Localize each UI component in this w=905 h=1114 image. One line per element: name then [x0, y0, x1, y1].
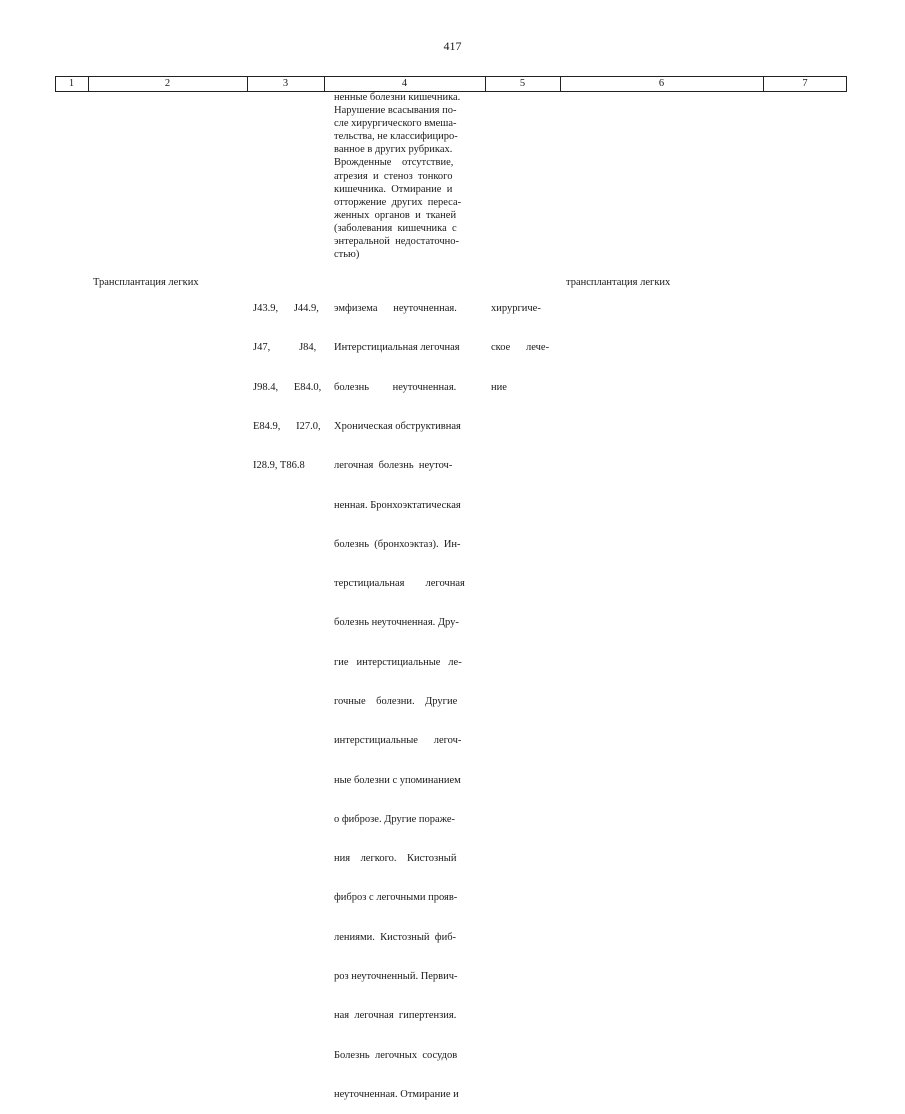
text-line: энтеральной недостаточно- [334, 236, 459, 248]
text-line: легочная болезнь неуточ- [334, 460, 453, 472]
text-line: J47, J84, [253, 342, 317, 354]
text-line: неуточненная. Отмирание и [334, 1088, 459, 1100]
text-line: ванное в других рубриках. [334, 144, 453, 156]
continuation-col4 [334, 91, 479, 261]
text-line: I28.9, T86.8 [253, 460, 305, 472]
text-line: терстициальная легочная [334, 578, 465, 590]
text-line: хирургиче- [491, 303, 541, 315]
text-line: эмфизема неуточненная. [334, 303, 457, 315]
text-line: о фиброзе. Другие пораже- [334, 813, 455, 825]
column-header-7: 7 [802, 78, 808, 89]
text-line: кишечника. Отмирание и [334, 183, 453, 195]
row-col5-treatment-type [491, 276, 561, 407]
text-line: ненные болезни кишечника. [334, 92, 461, 103]
text-line: Врожденные отсутствие, [334, 157, 454, 169]
text-line: стью) [334, 249, 360, 261]
page-number: 417 [443, 39, 462, 53]
text-line: фиброз с легочными прояв- [334, 892, 458, 904]
text-line: ское лече- [491, 342, 550, 354]
row-col2-procedure: Трансплантация легких [93, 277, 199, 288]
text-line: Нарушение всасывания по- [334, 105, 457, 117]
table-border [846, 77, 847, 91]
column-header-6: 6 [658, 78, 665, 89]
text-line: тельства, не классифициро- [334, 131, 458, 143]
text-line: сле хирургического вмеша- [334, 118, 457, 130]
text-line: атрезия и стеноз тонкого [334, 170, 453, 182]
row-col6-method: трансплантация легких [566, 277, 671, 288]
text-line: ния легкого. Кистозный [334, 853, 457, 865]
text-line: Болезнь легочных сосудов [334, 1049, 458, 1061]
text-line: отторжение других переса- [334, 196, 462, 208]
column-header-1: 1 [68, 78, 75, 89]
column-header-3: 3 [282, 78, 289, 89]
text-line: женных органов и тканей [334, 209, 457, 221]
text-line: Хроническая обструктивная [334, 421, 461, 433]
text-line: интерстициальные легоч- [334, 735, 462, 747]
text-line: J43.9, J44.9, [253, 303, 319, 315]
text-line: ние [491, 381, 507, 393]
text-line: ная легочная гипертензия. [334, 1010, 457, 1022]
column-header-2: 2 [164, 78, 171, 89]
text-line: болезнь неуточненная. Дру- [334, 617, 459, 629]
table-header-row [55, 76, 847, 92]
text-line: J98.4, E84.0, [253, 381, 322, 393]
text-line: гие интерстициальные ле- [334, 656, 462, 668]
text-line: лениями. Кистозный фиб- [334, 931, 457, 943]
text-line: болезнь (бронхоэктаз). Ин- [334, 538, 461, 550]
text-line: (заболевания кишечника с [334, 222, 457, 234]
text-line: роз неуточненный. Первич- [334, 970, 458, 982]
row-col3-codes [253, 276, 325, 486]
row-col4-diagnoses [334, 276, 479, 1114]
text-line: ненная. Бронхоэктатическая [334, 499, 461, 511]
text-line: болезнь неуточненная. [334, 381, 457, 393]
column-header-5: 5 [519, 78, 526, 89]
text-line: ные болезни с упоминанием [334, 774, 461, 786]
text-line: Интерстициальная легочная [334, 342, 460, 354]
text-line: E84.9, I27.0, [253, 421, 321, 433]
column-header-4: 4 [401, 78, 408, 89]
text-line: гочные болезни. Другие [334, 696, 458, 707]
